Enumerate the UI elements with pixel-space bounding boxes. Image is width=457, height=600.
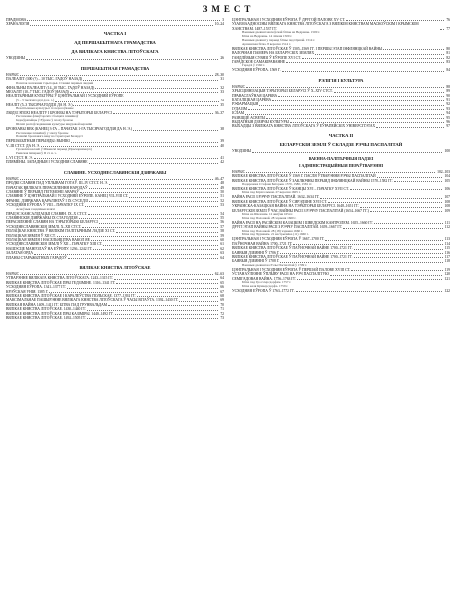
toc-entry-title: ПАЛЕАЛІТ (300 (?) – 10 ТЫС. ГАДОЎ НАЗАД): [6, 77, 83, 82]
toc-page-number: 66: [220, 285, 224, 290]
toc-page-number: 96: [446, 120, 450, 125]
leader-dots: [95, 88, 218, 89]
toc-entry-title: Бітва пад Палонкай. 28 (18) чэрвеня 1660 г.: [242, 228, 303, 233]
toc-entry-title: ГАРАДСКОЕ САМАКІРАВАННЕ: [232, 60, 286, 65]
toc-page-number: 108: [444, 199, 450, 204]
leader-dots: [57, 236, 219, 237]
leader-dots: [30, 25, 213, 26]
toc-entry-title: ДРУГІ ЭТАП ВАЙНЫ РАСІІ З РЭЧЧУ ПАСПАЛІТАЙ. 1659–1667 ГГ.: [232, 225, 343, 230]
leader-dots: [330, 275, 443, 276]
toc-entry-title: УСХОДНЯЯ ЕЎРОПА Ў 1763–1772 ГГ.: [232, 288, 295, 293]
toc-entry-title: ВЯЛІКАЕ КНЯСТВА ЛІТОЎСКАЕ. 1492–1505 ГГ.: [6, 316, 87, 321]
leader-dots: [325, 240, 442, 241]
toc-entry-title: Неалітычныя культуры і іх перасоўванне: [16, 106, 74, 111]
toc-entry-title: СЛАВЯНЕ Ў ПЕРЫЯД ГЕГЕМОНІІ АВАРАЎ: [6, 189, 79, 194]
toc-entry-title: Бітва каля Куннерсдорфа. 1759 г.: [242, 283, 289, 288]
toc-page-number: 106: [444, 186, 450, 191]
leader-dots: [370, 211, 443, 212]
toc-entry-title: ВЯЛІКАЕ КНЯСТВА ЛІТОЎСКАЕ ПРЫ КАЗІМІРЫ. 1440–1492 ГГ.: [6, 311, 114, 316]
toc-entry-title: ПАЎНОЧНАЯ ВАЙНА 1700–1721 ГГ.: [232, 241, 293, 246]
toc-entry-title: УСХОДНЯЯ ЕЎРОПА Ў VIII – ПАЧАТКУ IX СТ.: [6, 203, 85, 208]
toc-page-number: 118: [444, 259, 450, 264]
toc-entry-title: РЭФАРМАЦЫЯ: [232, 102, 259, 107]
toc-entry-title: УВОДЗІНЫ: [232, 149, 252, 154]
toc-page-number: 51: [220, 194, 224, 199]
leader-dots: [296, 291, 443, 292]
toc-page-number: 107: [444, 195, 450, 200]
toc-entry-title: Падарожжа Стэфана Баторыя. 1579, 1580, 1581 гг.: [242, 182, 313, 187]
toc-page-number: 64: [220, 255, 224, 260]
toc-entry-title: ПРАДМОВА: [6, 18, 27, 22]
toc-entry-title: Бітва пад Чуднавам. 21 кастрычніка (11) 1660 г.: [242, 232, 309, 237]
toc-entry-title: V–III СТСТ. ДА Н. Э.: [6, 143, 40, 148]
toc-entry-title: УСТАНАЎЛЕННЕ ЎПЛЫВУ РАСІІ НА РЭЧ ПАСПАЛІТУЮ: [232, 272, 329, 277]
toc-entry-title: ЗАЛАТАЯ ОРДА: [6, 251, 34, 256]
leader-dots: [73, 105, 218, 106]
toc-page-number: 63: [220, 251, 224, 256]
toc-page-number: 95: [446, 115, 450, 120]
toc-subentry[interactable]: [6, 152, 224, 156]
toc-entry-title: НАРЫС: [232, 84, 246, 89]
toc-page-number: 52: [220, 198, 224, 203]
toc-page-number: 92: [446, 102, 450, 107]
toc-page-number: 113: [444, 237, 450, 242]
toc-page-number: 91: [446, 98, 450, 102]
leader-dots: [133, 130, 218, 131]
leader-dots: [89, 201, 218, 202]
toc-page-number: 102–103: [437, 169, 450, 174]
toc-entry-title: УКРАІНСКА-КАЗАЦКАЯ ВАЙНА НА ТЭРЫТОРЫІ БЕЛАРУСІ. 1648–1651 ГГ.: [232, 204, 359, 209]
toc-entry-title: Бітва пад Палонкай. 28 чэрвеня 1660 г.: [242, 215, 297, 220]
toc-entry-title: НЕАЛІТЫЧНЫЯ КУЛЬТУРЫ Ў ЦЭНТРАЛЬНАЙ І УСХОДНЯЙ ЕЎРОПЕ: [6, 94, 124, 99]
toc-entry-title: НАШЭСЦЕ МАНГОЛАЎ НА ЕЎРОПУ. 1236–1242 ГГ.: [6, 246, 93, 251]
section-heading: ПЕРШАБЫТНАЯ ГРАМАДСТВА: [80, 65, 150, 71]
toc-entry-title: РАЗВІЦЦЁ АСВЕТЫ: [232, 115, 266, 120]
toc-entry-title: БРОНЗАВЫ ВЕК (КАНЕЦ 3-ГА – ПАЧАТАК 1-ГА ТЫСЯЧАГОДДЗЯ ДА Н. Э.): [6, 127, 133, 132]
toc-page-number: 58: [220, 229, 224, 234]
toc-page-number: 34: [220, 97, 224, 102]
toc-page-number: 80: [446, 46, 450, 51]
toc-entry[interactable]: [6, 56, 224, 60]
toc-entry-title: ГАНДЛЁВЫЯ СУВЯЗІ Ў ЕЎРОПЕ XVI СТ.: [232, 55, 301, 60]
toc-page-number: 65: [220, 280, 224, 285]
leader-dots: [82, 227, 218, 228]
toc-entry-title: ВЯЛІКАЕ КНЯСТВА ЛІТОЎСКАЕ Ў 1505–1569 ГГ. І ПЕРШЫ ЭТАП ІНФЛЯНЦКАЙ ВАЙНЫ: [232, 46, 383, 51]
leader-dots: [286, 62, 444, 63]
toc-page-number: 36–37: [214, 110, 224, 115]
toc-entry-title: ВАЙНА РАСІІ НА РАСІЙСКІМ КАЗАЦКІМ І ШВЕДСКІМ КАНТРОЛЕМ. 1655–1660 ГГ.: [232, 220, 374, 225]
toc-entry-title: Індаеўрапейцы ў Еўропе ў эпоху бронзы: [16, 118, 73, 123]
leader-dots: [328, 202, 443, 203]
toc-entry-title: ЦЭНТРАЛЬНАЯ І УСХОДНЯЯ ЕЎРОПА Ў ДРУГОЙ ПАЛОВЕ XV СТ.: [232, 18, 346, 22]
leader-dots: [383, 49, 444, 50]
toc-entry[interactable]: [232, 124, 450, 128]
toc-entry[interactable]: [6, 316, 224, 320]
leader-dots: [68, 258, 219, 259]
section-heading: СЛАВЯНЕ. УСХОДНЕСЛАВЯНСКІЯ ДЗЯРЖАВЫ: [63, 169, 167, 175]
toc-entry[interactable]: [232, 289, 450, 293]
toc-page-number: 104: [444, 174, 450, 179]
leader-dots: [89, 188, 219, 189]
toc-page-number: 89: [446, 89, 450, 94]
toc-page-number: 100: [444, 149, 450, 154]
leader-dots: [320, 198, 442, 199]
leader-dots: [108, 305, 218, 306]
leader-dots: [26, 59, 218, 60]
toc-page-number: 54: [220, 211, 224, 216]
toc-entry-title: ВЯЛІКАЕ КНЯСТВА ЛІТОЎСКАЕ ПРЫ ГЕДЗІМІНЕ. 1316–1341 ГГ.: [6, 280, 116, 285]
toc-entry-title: СЛАВЯНСКІЯ ДЗЯРЖАВЫ ІХ СТАГОДДЗЯ: [6, 215, 78, 220]
toc-entry-title: ВЯЛІКАЯ ВАЙНА 1409–1411 ГГ. БІТВА ПАД ГРУНВАЛЬДАМ: [6, 302, 108, 307]
toc-entry[interactable]: [6, 256, 224, 260]
toc-entry-title: ПОЛАЦКАЯ ЗЯМЛЯ Ў XII СТ.: [6, 233, 56, 238]
toc-page-number: 33: [220, 89, 224, 94]
leader-dots: [259, 105, 444, 106]
toc-page-number: 48: [220, 181, 224, 186]
toc-entry-title: ВАЙНА РАСІІ З РЭЧЧУ ПАСПАЛІТАЙ. 1632–1634 ГГ.: [232, 195, 320, 200]
leader-dots: [252, 152, 442, 153]
leader-dots: [87, 310, 218, 311]
leader-dots: [315, 54, 444, 55]
toc-page-number: 116: [444, 250, 450, 255]
toc-entry-title: БАЯВЫЯ ДЗЕЯННІ Ў 1706 Г.: [232, 250, 280, 255]
leader-dots: [114, 279, 218, 280]
leader-dots: [376, 127, 444, 128]
toc-entry-title: НЕАЛІТ (5–3 ТЫСЯЧАГОДДЗІ ДА Н. Э.): [6, 102, 73, 107]
part-heading: ДА ВЯЛІКАГА КНЯСТВА ЛІТОЎСКАГА: [71, 49, 159, 55]
toc-entry-title: БАЯВЫЯ ДЗЕЯННІ Ў 1708 Г.: [232, 259, 280, 264]
leader-dots: [116, 232, 218, 233]
toc-entry-title: НАРЫС: [6, 176, 20, 181]
leader-dots: [351, 270, 442, 271]
toc-page-number: 32: [220, 85, 224, 90]
toc-entry-title: Бітва на Ведрашы. 14 ліпеня 1500 г.: [242, 34, 293, 39]
toc-page-number: 28–30: [214, 72, 224, 77]
toc-page-number: 111: [444, 220, 450, 225]
leader-dots: [93, 249, 218, 250]
toc-entry-title: ПЛАНЫ СТАРАЖЫТНЫХ ГАРАДОЎ: [6, 255, 67, 260]
toc-entry-title: Ваенныя дзеянні у перыяд бітвы пад Оршай. 1514 г.: [242, 38, 316, 43]
toc-right-column: [232, 18, 450, 320]
toc-page-number: 53: [220, 203, 224, 208]
toc-entry-title: НАРЫС: [6, 271, 20, 276]
toc-entry-title: УСХОДНЕСЛАВЯНСКІЯ ЗЕМЛІ. X–XII СТСТ.: [6, 224, 82, 229]
toc-page-number: 60: [220, 237, 224, 242]
toc-entry-title: НАРЫС: [6, 72, 20, 77]
toc-entry-title: ВЯЛІКАЕ КНЯСТВА ЛІТОЎСКАЕ Ў ПАЎНОЧНАЙ ВАЙНЕ 1700–1721 ГГ.: [232, 246, 353, 251]
part-heading: І АДМІНІСТРАЦЫЙНЫЯ ПЕРАЎТВАРЭННІ: [298, 163, 384, 169]
toc-page-number: 64: [220, 276, 224, 281]
leader-dots: [49, 292, 218, 293]
leader-dots: [278, 96, 444, 97]
toc-entry-title: Рассяленне плямёнаў у эпоху бронзы: [16, 130, 69, 135]
toc-entry-title: ПОЛАЦКАЯ ЗЯМЛЯ І НАСЕЛЬНІЦТВА ВАКОЛ ЯЕ: [6, 237, 90, 242]
toc-page-number: 68: [220, 294, 224, 299]
toc-page-number: 35: [220, 102, 224, 107]
toc-page-number: 26: [220, 56, 224, 61]
leader-dots: [88, 214, 218, 215]
leader-dots: [293, 244, 442, 245]
part-heading: БЕЛАРУСКІЯ ЗЕМЛІ Ў СКЛАДЗЕ РЭЧЫ ПАСПАЛІТАЙ: [279, 142, 403, 148]
toc-entry-title: УЗАЕМААДНОСІНЫ ВЯЛІКАГА КНЯСТВА ЛІТОЎСКАГА З ВЯЛІКІМ КНЯСТВАМ МАСКОЎСКІМ І КРЫМСКІМ ХАНСТВАМ. 1487–1537 ГГ.: [232, 22, 419, 31]
toc-entry-title: ВЯЛІКАЕ КНЯСТВА ЛІТОЎСКАЕ І КАРАЛЕЎСТВА ПОЛЬСКАЕ. 1377–1392 ГГ.: [6, 294, 136, 299]
toc-page-number: 121: [444, 276, 450, 281]
toc-entry-title: Бітва пад Кірхгольмам. 27 верасня 1605 г.: [242, 190, 301, 195]
leader-dots: [374, 223, 443, 224]
toc-entry-title: ВЯЛІКАЕ КНЯСТВА ЛІТОЎСКАЕ Ў ЗАКЛЮЧНЫ ПЕРЫЯД ІНФЛЯНЦКАЙ ВАЙНЫ 1570–1582 ГГ.: [232, 178, 393, 183]
toc-page-number: 62: [220, 246, 224, 251]
toc-entry-title: УСХОДНЯЯ ЕЎРОПА. 1569 Г.: [232, 68, 281, 73]
leader-dots: [297, 279, 442, 280]
toc-page-number: 42: [220, 160, 224, 165]
toc-entry[interactable]: [232, 149, 450, 153]
toc-entry-title: Ваенныя дзеянні на Рэчы Паспалітай ў 1709 г.: [242, 262, 307, 267]
toc-entry-title: НАРЫС: [232, 169, 246, 174]
leader-dots: [343, 228, 442, 229]
toc-page-number: 97: [446, 124, 450, 129]
toc-entry-title: КАТАЛІЦКАЯ ЦАРКВА: [232, 98, 272, 102]
toc-entry-title: Гарадзі ў 1560 г.: [242, 63, 265, 68]
toc-entry-title: ПАЧАТАК ВЯЛІКАГА ПЕРАСЯЛЕННЯ НАРОДАЎ: [6, 185, 88, 190]
toc-entry-title: Рымская імперыя ў II ст. н. э.: [16, 151, 57, 156]
leader-dots: [85, 206, 218, 207]
leader-dots: [116, 283, 218, 284]
leader-dots: [79, 218, 219, 219]
toc-entry-title: ХРАНАЛОГІЯ: [6, 22, 30, 27]
toc-entry-title: Бітва на Шкловам. 12 жніўня 1654 г.: [242, 211, 294, 216]
toc-page-number: 114: [444, 241, 450, 246]
toc-page-number: 55: [220, 215, 224, 220]
toc-entry-title: ПРАВАСЛАЎНАЯ ЦАРКВА: [232, 93, 278, 98]
toc-entry-title: ЛЮДЗІ ЭПОХІ НЕАЛІТУ І БРОНЗЫ НА ТЭРЫТОРЫІ БЕЛАРУСІ: [6, 110, 112, 115]
leader-dots: [360, 207, 443, 208]
toc-page-number: 117: [444, 254, 450, 259]
toc-page-number: 31: [220, 77, 224, 82]
toc-page-number: 90: [446, 93, 450, 98]
part-heading: ВАЕННА-ПАЛІТЫЧНЫЯ ПАДЗЕІ: [308, 155, 374, 161]
toc-entry-title: ПЕРАСЯЛЕННЕ СЛАВЯН НА ТЭРЫТОРЫЮ БЕЛАРУСІ: [6, 220, 98, 225]
leader-dots: [350, 189, 443, 190]
toc-page-number: 81: [446, 51, 450, 56]
toc-entry-title: Пачатак засялення тэрыторыі. Стаянкі першых людзей: [16, 80, 94, 85]
toc-entry-title: УТВАРЭННЕ ВЯЛІКАГА КНЯСТВА ЛІТОЎСКАГА. 1243–1315 ГГ.: [6, 276, 114, 281]
toc-page-number: 108: [444, 204, 450, 209]
toc-entry-title: (5 – 3 тысячагоддзі да н. э.): [16, 97, 55, 102]
leader-dots: [280, 253, 442, 254]
toc-page-number: 120: [444, 272, 450, 277]
toc-page-number: 62–63: [214, 271, 224, 276]
part-heading: ЧАСТКА ІІ: [328, 132, 354, 138]
toc-entry[interactable]: [6, 22, 224, 26]
toc-page-number: 73: [220, 316, 224, 321]
toc-entry-title: Бітва пад Гросэгерсдорфам. 1757 г.: [242, 279, 292, 284]
toc-entry-title: Грэчаскія калоніі ў Мікенскі перыяд (Прычарнамор'е): [16, 147, 92, 152]
toc-page-number: 49: [220, 185, 224, 190]
leader-dots: [394, 181, 443, 182]
toc-left-column: [6, 18, 224, 320]
toc-page-number: 10–24: [214, 22, 224, 27]
leader-dots: [103, 245, 218, 246]
leader-dots: [83, 80, 218, 81]
toc-entry-title: ІСЛАМ: [232, 111, 245, 116]
toc-entry-title: Аршанская бітва. 8 верасня 1514 г.: [242, 41, 291, 46]
toc-entry-title: ВЫХАДЦЫ З ВЯЛІКАГА КНЯСТВА ЛІТОЎСКАГА Ў ЕЎРАПЕЙСКІХ УНІВЕРСІТЭТАХ: [232, 124, 376, 129]
toc-entry-title: ІУДАІЗМ: [232, 106, 247, 111]
leader-dots: [440, 29, 444, 30]
toc-page-number: 67: [220, 289, 224, 294]
leader-dots: [248, 109, 444, 110]
toc-entry-title: ВЯЛІКАЕ КНЯСТВА ЛІТОЎСКАЕ. 1430–1440 ГГ.: [6, 307, 87, 312]
toc-entry-title: ЦЭНТРАЛЬНАЯ І УСХОДНЯЯ ЕЎРОПА Ў ПЕРШАЙ ПАЛОВЕ XVIII СТ.: [232, 267, 351, 272]
toc-page-number: 69: [220, 298, 224, 303]
toc-entry-title: СЕМІГАДОВАЯ ВАЙНА. 1756–1763 ГГ.: [232, 276, 297, 281]
toc-page-number: 82: [446, 55, 450, 60]
toc-page-number: 93: [446, 106, 450, 111]
toc-page-number: 40: [220, 143, 224, 148]
toc-entry-title: ПРОДКІ СЛАВЯН ПАД УПЛЫВАМ ГОТАЎ. III–IV СТСТ. Н. Э.: [6, 181, 108, 186]
toc-page-number: 71: [220, 307, 224, 312]
toc-page-number: 72: [220, 311, 224, 316]
toc-page-number: 105: [444, 178, 450, 183]
toc-entry-title: Асноўныя гандлёвыя шляхі: [16, 206, 55, 211]
leader-dots: [302, 58, 444, 59]
leader-dots: [245, 114, 444, 115]
leader-dots: [113, 113, 213, 114]
leader-dots: [55, 101, 218, 102]
toc-page-number: 41: [220, 155, 224, 160]
leader-dots: [87, 318, 218, 319]
toc-page-number: 94: [446, 111, 450, 116]
toc-page-number: 59: [220, 233, 224, 238]
leader-dots: [99, 223, 219, 224]
toc-page-number: 38: [220, 127, 224, 132]
toc-entry-title: СЛАВЯНЕ Ў ЦЭНТРАЛЬНАЙ І УСХОДНЯЙ ЕЎРОПЕ. КАНЕЦ VII–VIII СТ.: [6, 194, 129, 199]
toc-page-number: 115: [444, 246, 450, 251]
toc-entry-title: ВЯЛІКАЕ КНЯСТВА ЛІТОЎСКАЕ Ў 1569 Г. ПАСЛЯ ЎТВАРЭННЯ РЭЧЫ ПАСПАЛІТАЙ: [232, 174, 376, 179]
toc-entry-title: ВЯЛІКАЕ КНЯСТВА ЛІТОЎСКАЕ Ў СЯРЭДЗІНЕ XVII СТ.: [232, 199, 327, 204]
leader-dots: [89, 163, 219, 164]
leader-dots: [354, 249, 443, 250]
toc-page-number: 57: [220, 224, 224, 229]
toc-entry-title: Шляхі распаўсюджвання культуры шнуравой керамікі: [16, 122, 93, 127]
toc-entry-title: ПЛЯМЁНЫ. ЗАПАДНЫЯ І УСХОДНІЯ СЛАВЯНЕ: [6, 160, 88, 165]
toc-entry-title: УСХОДНЕСЛАВЯНСКІЯ ЗЕМЛІ Ў XII – ПАЧАТКУ XIII СТ.: [6, 242, 103, 247]
toc-entry-title: УВОДЗІНЫ: [6, 56, 26, 61]
toc-entry-title: МАКСІМАЛЬНАЕ ПАШЫРЭННЕ ВЯЛІКАГА КНЯСТВА ЛІТОЎСКАГА Ў ЧАСЫ ВІТАЎТА. 1392–1430 ГГ.: [6, 298, 179, 303]
toc-page-number: 50: [220, 189, 224, 194]
leader-dots: [266, 118, 444, 119]
toc-page-number: 3: [222, 18, 224, 22]
toc-columns: [6, 18, 451, 320]
toc-page-number: 76: [446, 18, 450, 22]
toc-entry-title: I–VI СТСТ. Н. Э.: [6, 155, 33, 160]
toc-page-number: 46–47: [214, 176, 224, 181]
leader-dots: [377, 177, 443, 178]
section-heading: РЭЛІГІЯ І КУЛЬТУРА: [318, 77, 364, 83]
toc-page-number: 112: [444, 225, 450, 230]
toc-entry-title: ФРАНКІ, ДЗЯРЖАВА КАРАЛІНГАЎ І ІХ СУСЕДЗІ: [6, 198, 88, 203]
part-heading: АД ПЕРШАБЫТНАГА ГРАМАДСТВА: [74, 40, 156, 46]
leader-dots: [129, 197, 218, 198]
toc-entry[interactable]: [6, 160, 224, 164]
toc-entry-title: ПРАЦЭС КАНСАЛІДАЦЫІ СЛАВЯН. IX–X СТСТ.: [6, 211, 88, 216]
toc-entry-title: МЕЗАЛІТ (10–7 ТЫС. ГАДОЎ НАЗАД): [6, 89, 69, 94]
toc-entry-title: ВЯЛІКАЕ КНЯСТВА ЛІТОЎСКАЕ Ў ПАЎНОЧНАЙ ВАЙНЕ 1700–1721 ГГ.: [232, 254, 353, 259]
leader-dots: [179, 301, 218, 302]
toc-entry-title: УСХОДНЯЯ ЕЎРОПА. 1341–1377 ГГ.: [6, 285, 67, 290]
toc-page-number: 83: [446, 60, 450, 65]
toc-entry-title: ВАЛОЧНАЯ ПАМЕРА НА БЕЛАРУСКІХ ЗЕМЛЯХ: [232, 51, 315, 56]
leader-dots: [115, 314, 219, 315]
toc-entry-title: Ваенныя дзеянні маскоўскай бітвы на Ведрашы. 1500 г.: [242, 30, 320, 35]
toc-entry-title: ВЫДАТНЫЯ ДЗЕЯЧЫ КУЛЬТУРЫ: [232, 120, 289, 125]
toc-page-number: 61: [220, 242, 224, 247]
toc-entry-title: Рассяленне фінаўгорскіх і балцкіх плямёнаў: [16, 114, 79, 119]
toc-page-number: 56: [220, 220, 224, 225]
toc-page-number: 109: [444, 208, 450, 213]
toc-page-number: 70: [220, 302, 224, 307]
toc-entry-title: ПЕРШАБЫТНЫЯ ПЕРЫЯДЫ: ВЫНІКІ: [6, 139, 70, 144]
leader-dots: [334, 92, 445, 93]
toc-page-number: 77: [446, 26, 450, 31]
toc-entry-title: БЕЛАРУСКІЯ ЗЕМЛІ Ў ЧАС ВАЙНЫ РАСІІ З РЭЧЧУ ПАСПАЛІТАЙ (1654–1667 ГГ.): [232, 208, 369, 213]
leader-dots: [27, 20, 220, 21]
page-title: ЗМЕСТ: [202, 4, 255, 14]
leader-dots: [91, 240, 218, 241]
toc-entry-title: КРЭЎСКАЯ УНІЯ. 1385 Г.: [6, 289, 49, 294]
toc-page-number: 39: [220, 139, 224, 144]
toc-entry-title: ПОЛАЦКАЕ КНЯСТВА Ў ВЯЛІКІМ ПАЛІТЫЧНЫМ ЛАДЗЕ XI СТ.: [6, 229, 116, 234]
leader-dots: [109, 184, 218, 185]
toc-page-number: 84: [446, 68, 450, 73]
leader-dots: [354, 257, 443, 258]
leader-dots: [272, 100, 444, 101]
toc-entry-title: ЦЭНТРАЛЬНАЯ І УСХОДНЯЯ ЕЎРОПА Ў 1667–1700 ГГ.: [232, 237, 325, 242]
toc-entry-title: ХРЫСЦІЯНІЗАЦЫЯ ТЭРЫТОРЫІ БЕЛАРУСІ Ў X–XIV СТСТ.: [232, 89, 333, 94]
section-heading: ВЯЛІКАЕ КНЯСТВА ЛІТОЎСКАЕ: [79, 264, 151, 270]
toc-page-number: 88: [446, 84, 450, 89]
toc-entry-title: Помнікі бронзавага веку на тэрыторыі Беларусі: [16, 134, 83, 139]
toc-entry-title: ВЯЛІКАЕ КНЯСТВА ЛІТОЎСКАЕ Ў КАНЦЫ XVI – ПАЧАТКУ XVII СТ.: [232, 186, 349, 191]
leader-dots: [67, 288, 218, 289]
toc-entry[interactable]: [232, 68, 450, 72]
toc-page-number: 119: [444, 267, 450, 272]
toc-page-number: 122: [444, 288, 450, 293]
leader-dots: [71, 142, 219, 143]
toc-entry-title: ФІНАЛЬНЫ ПАЛЕАЛІТ (14–10 ТЫС. ГАДОЎ НАЗАД): [6, 85, 95, 90]
leader-dots: [282, 71, 445, 72]
part-heading: ЧАСТКА І: [103, 30, 127, 36]
leader-dots: [34, 254, 218, 255]
